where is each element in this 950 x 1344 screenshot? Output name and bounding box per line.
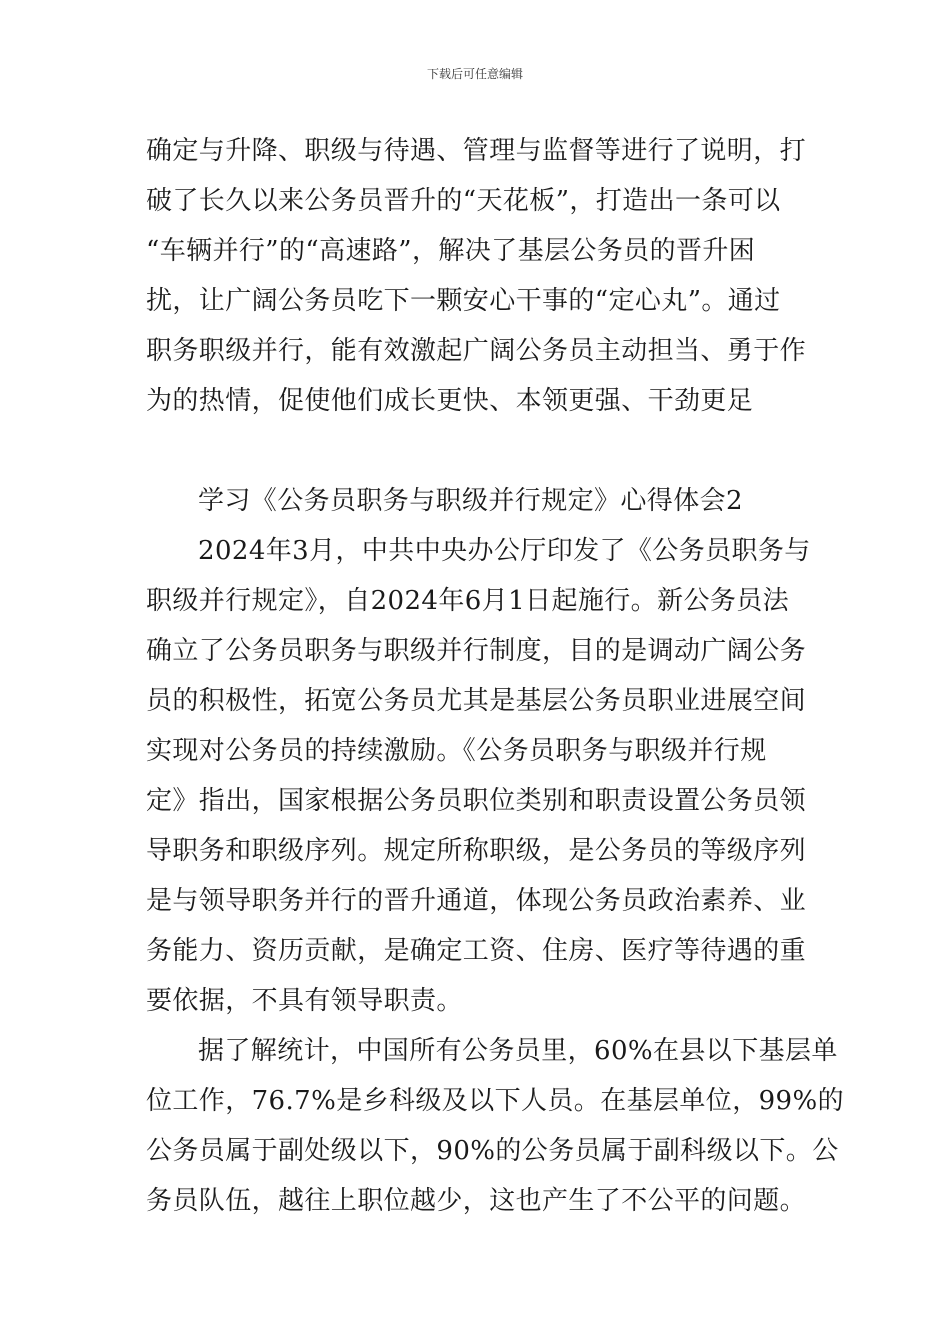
paragraph-line: 实现对公务员的持续激励。《公务员职务与职级并行规 bbox=[146, 736, 767, 766]
paragraph-line: 职级并行规定》，自2024年6月1日起施行。新公务员法 bbox=[146, 586, 790, 616]
paragraph-line: 员的积极性，拓宽公务员尤其是基层公务员职业进展空间 bbox=[146, 686, 807, 716]
paragraph-line: 2024年3月，中共中央办公厅印发了《公务员职务与 bbox=[198, 536, 811, 566]
paragraph-line: 定》指出，国家根据公务员职位类别和职责设置公务员领 bbox=[146, 786, 807, 816]
paragraph-2 bbox=[146, 526, 811, 1026]
paragraph-line: 职务职级并行，能有效激起广阔公务员主动担当、勇于作 bbox=[146, 336, 807, 366]
paragraph-line: 据了解统计，中国所有公务员里，60%在县以下基层单 bbox=[198, 1036, 838, 1066]
paragraph-line: 公务员属于副处级以下，90%的公务员属于副科级以下。公 bbox=[146, 1136, 839, 1166]
paragraph-line: 破了长久以来公务员晋升的“天花板”，打造出一条可以 bbox=[146, 186, 781, 216]
paragraph-line: 扰，让广阔公务员吃下一颗安心干事的“定心丸”。通过 bbox=[146, 286, 781, 316]
paragraph-3 bbox=[146, 1026, 844, 1226]
paragraph-line: 为的热情，促使他们成长更快、本领更强、干劲更足 bbox=[146, 386, 754, 416]
paragraph-line: 务能力、资历贡献，是确定工资、住房、医疗等待遇的重 bbox=[146, 936, 807, 966]
paragraph-line: 要依据，不具有领导职责。 bbox=[146, 986, 463, 1016]
paragraph-line: 导职务和职级序列。规定所称职级，是公务员的等级序列 bbox=[146, 836, 807, 866]
paragraph-line: 确定与升降、职级与待遇、管理与监督等进行了说明，打 bbox=[146, 136, 807, 166]
paragraph-spacer bbox=[146, 426, 806, 476]
paragraph-line: 是与领导职务并行的晋升通道，体现公务员政治素养、业 bbox=[146, 886, 807, 916]
section-title: 学习《公务员职务与职级并行规定》心得体会2 bbox=[198, 486, 743, 516]
paragraph-line: 确立了公务员职务与职级并行制度，目的是调动广阔公务 bbox=[146, 636, 807, 666]
paragraph-1 bbox=[146, 126, 806, 426]
paragraph-line: “车辆并行”的“高速路”，解决了基层公务员的晋升困 bbox=[146, 236, 756, 266]
document-body bbox=[146, 126, 844, 1226]
paragraph-line: 务员队伍，越往上职位越少，这也产生了不公平的问题。 bbox=[146, 1186, 807, 1216]
page-header: 下载后可任意编辑 bbox=[426, 67, 523, 81]
paragraph-line: 位工作，76.7%是乡科级及以下人员。在基层单位，99%的 bbox=[146, 1086, 844, 1116]
